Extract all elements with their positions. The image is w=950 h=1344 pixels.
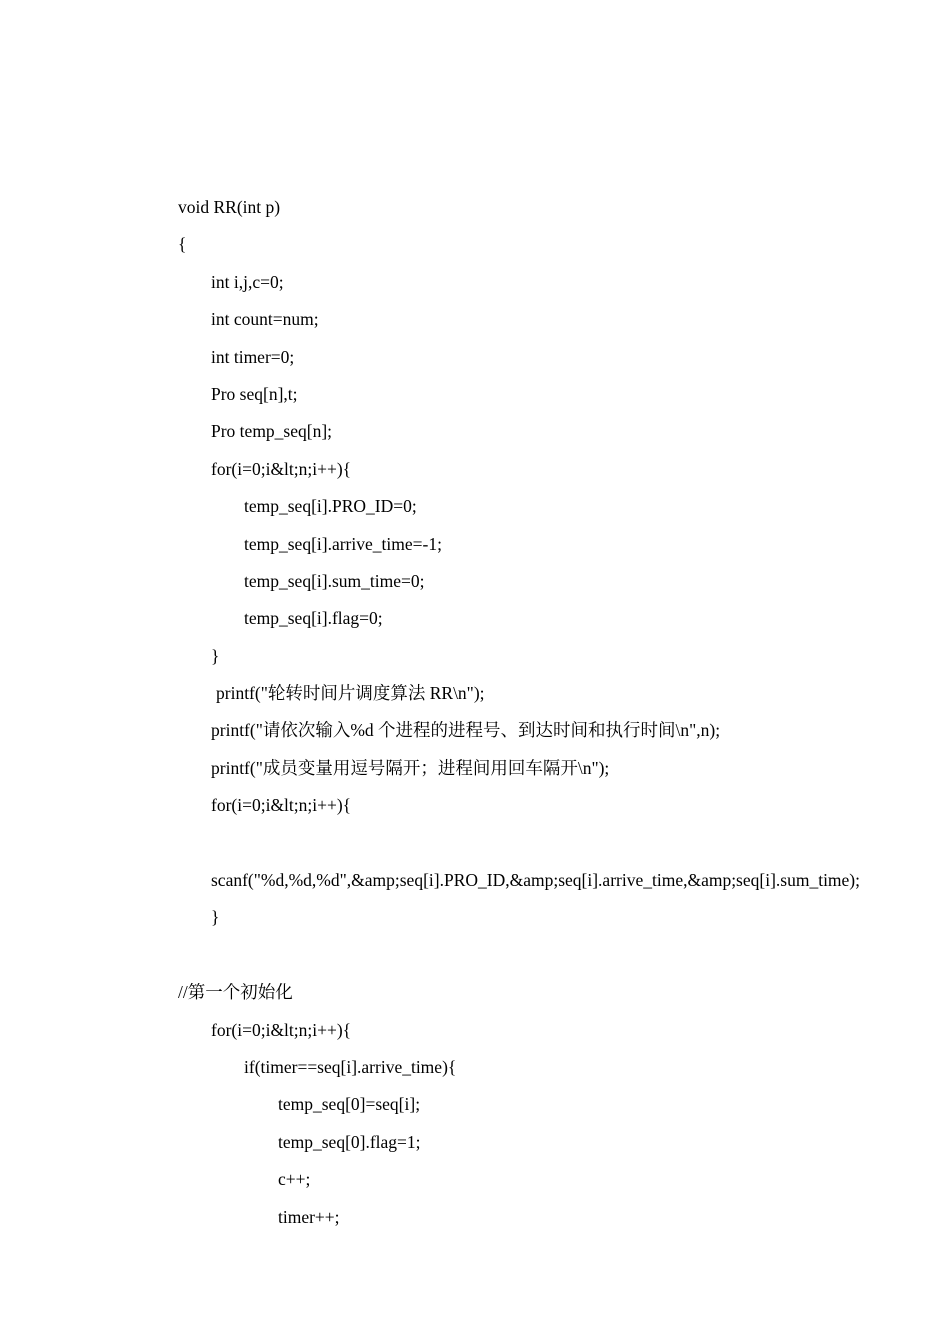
code-line: temp_seq[0].flag=1; bbox=[278, 1131, 421, 1152]
code-line: temp_seq[i].sum_time=0; bbox=[244, 570, 425, 591]
code-line: for(i=0;i&lt;n;i++){ bbox=[211, 458, 352, 479]
code-line: temp_seq[i].PRO_ID=0; bbox=[244, 496, 417, 517]
code-line: } bbox=[211, 645, 220, 666]
code-line: for(i=0;i&lt;n;i++){ bbox=[211, 1019, 352, 1040]
code-line: timer++; bbox=[278, 1206, 340, 1227]
code-line: void RR(int p) bbox=[178, 197, 281, 217]
code-line: temp_seq[i].flag=0; bbox=[244, 608, 383, 629]
code-line: Pro temp_seq[n]; bbox=[211, 421, 333, 442]
blank-line bbox=[178, 942, 938, 979]
code-line: if(timer==seq[i].arrive_time){ bbox=[244, 1056, 457, 1077]
code-line: } bbox=[211, 907, 220, 928]
code-line: int timer=0; bbox=[211, 346, 295, 367]
blank-line bbox=[178, 830, 938, 867]
code-line: printf("成员变量用逗号隔开；进程间用回车隔开\n"); bbox=[211, 757, 610, 778]
code-line: printf("请依次输入%d 个进程的进程号、到达时间和执行时间\n",n); bbox=[211, 720, 721, 741]
code-line: int i,j,c=0; bbox=[211, 271, 284, 292]
code-line: { bbox=[178, 234, 187, 255]
code-line: printf("轮转时间片调度算法 RR\n"); bbox=[216, 683, 485, 704]
code-line: temp_seq[i].arrive_time=-1; bbox=[244, 533, 442, 554]
code-listing bbox=[178, 194, 938, 1241]
code-comment: //第一个初始化 bbox=[178, 982, 293, 1003]
code-line: c++; bbox=[278, 1169, 311, 1190]
code-line: Pro seq[n],t; bbox=[211, 383, 298, 404]
code-line: int count=num; bbox=[211, 309, 319, 330]
code-line: temp_seq[0]=seq[i]; bbox=[278, 1094, 421, 1115]
code-line: for(i=0;i&lt;n;i++){ bbox=[211, 795, 352, 816]
code-line: scanf("%d,%d,%d",&amp;seq[i].PRO_ID,&amp;seq[i].arrive_time,&amp;seq[i].sum_time); bbox=[211, 870, 860, 891]
